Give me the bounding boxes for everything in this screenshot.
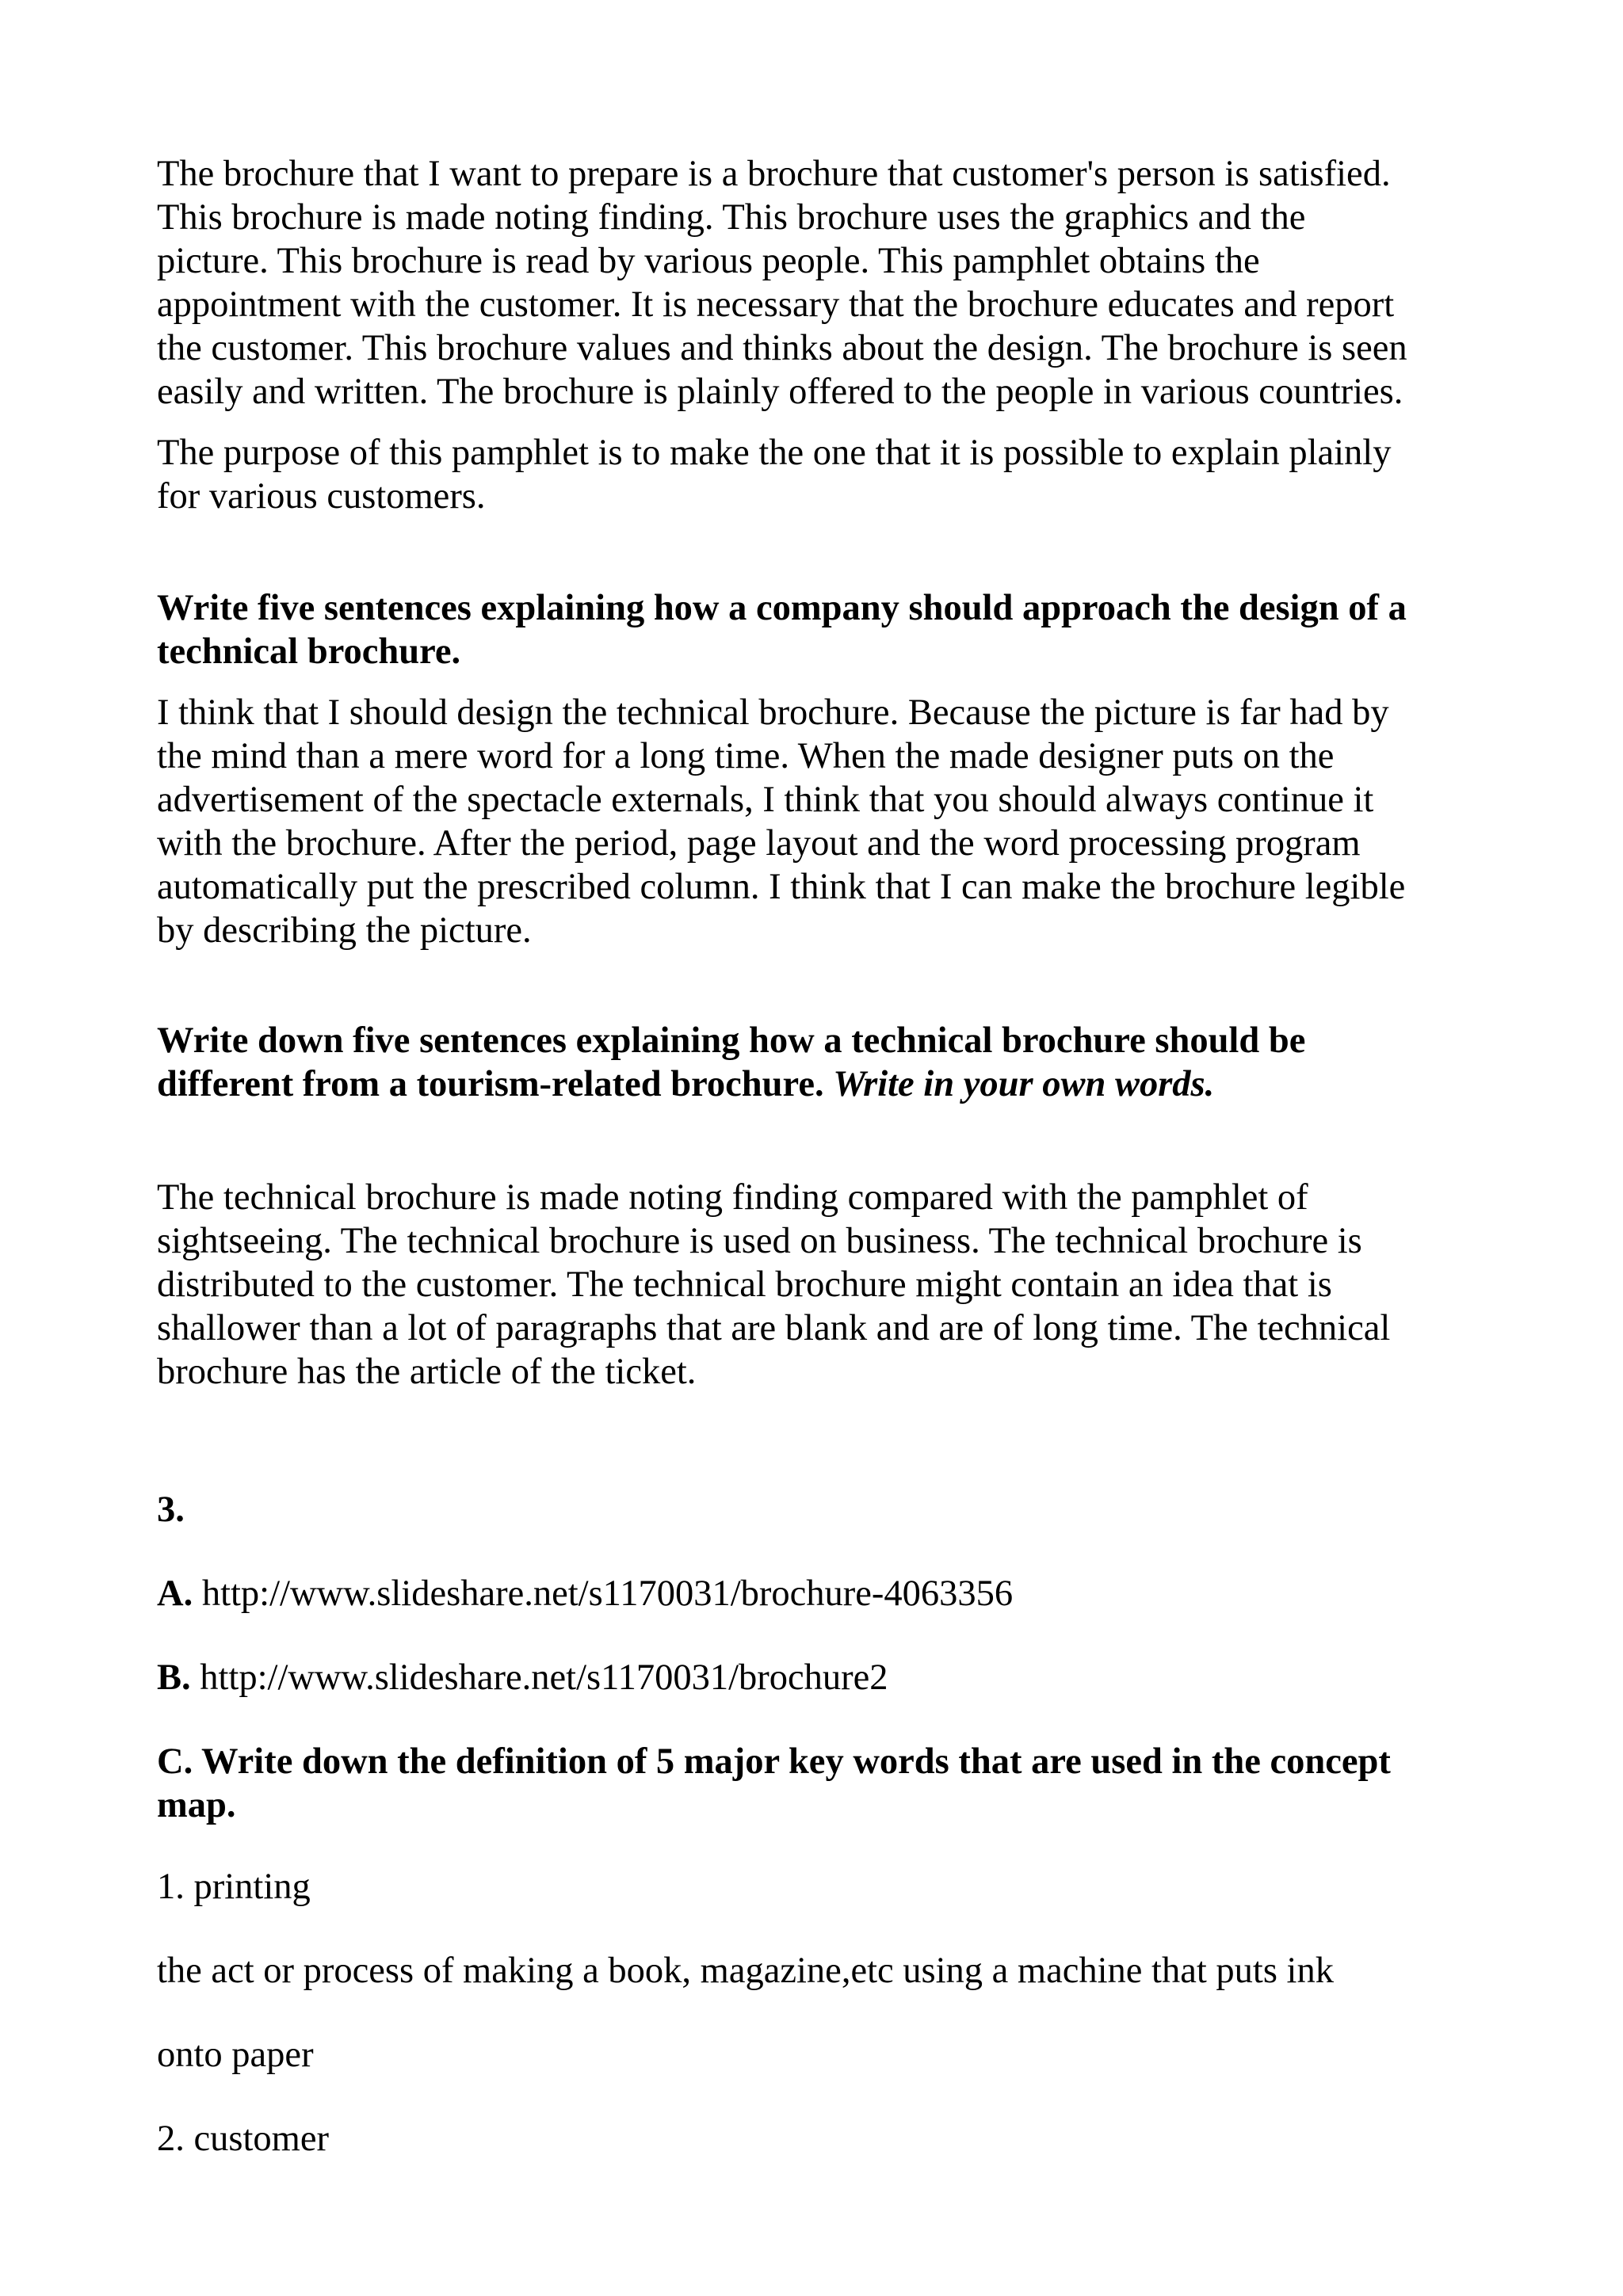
term-2-title: 2. customer <box>157 2119 329 2159</box>
section1-answer: I think that I should design the technical brochure. Because the picture is far had by the mind than a mere word for a long time. When the made designer puts on the advertisement of the spectacle externals, I think that you should always continue it with the brochure. After the period, page layout and the word processing program automatically put the prescribed column. I think that I can make the brochure legible by describing the picture. <box>157 692 1406 951</box>
reference-b-label: B. <box>157 1657 191 1698</box>
term-1-title: 1. printing <box>157 1867 311 1907</box>
reference-b-link[interactable]: http://www.slideshare.net/s1170031/brochure2 <box>200 1657 888 1698</box>
term-1-definition-line-1: the act or process of making a book, magazine,etc using a machine that puts ink <box>157 1951 1334 1991</box>
intro-paragraph-1: The brochure that I want to prepare is a brochure that customer's person is satisfied. This brochure is made noting finding. This brochure uses the graphics and the picture. This brochure is read by various people. This pamphlet obtains the appointment with the customer. It is necessary that the brochure educates and report the customer. This brochure values and thinks about the design. The brochure is seen easily and written. The brochure is plainly offered to the people in various countries. <box>157 154 1407 412</box>
section2-question-italic: Write in your own words. <box>833 1064 1215 1104</box>
section2-answer: The technical brochure is made noting finding compared with the pamphlet of sightseeing. The technical brochure is used on business. The technical brochure is distributed to the customer. The technical brochure might contain an idea that is shallower than a lot of paragraphs that are blank and are of long time. The technical brochure has the article of the ticket. <box>157 1177 1391 1392</box>
reference-b <box>157 1656 1488 1699</box>
reference-a <box>157 1572 1488 1615</box>
reference-a-link[interactable]: http://www.slideshare.net/s1170031/brochure-4063356 <box>201 1573 1014 1614</box>
section3-question-c: C. Write down the definition of 5 major key words that are used in the concept map. <box>157 1741 1391 1825</box>
reference-a-label: A. <box>157 1573 193 1614</box>
section2-question <box>157 1019 1488 1106</box>
term-1-definition-line-2: onto paper <box>157 2035 314 2075</box>
section3-number: 3. <box>157 1489 185 1530</box>
intro-paragraph-2: The purpose of this pamphlet is to make the one that it is possible to explain plainly for various customers. <box>157 433 1392 517</box>
section1-question: Write five sentences explaining how a company should approach the design of a technical brochure. <box>157 588 1407 672</box>
section2-question-text: Write down five sentences explaining how a technical brochure should be different from a tourism-related brochure. <box>157 1020 1306 1104</box>
